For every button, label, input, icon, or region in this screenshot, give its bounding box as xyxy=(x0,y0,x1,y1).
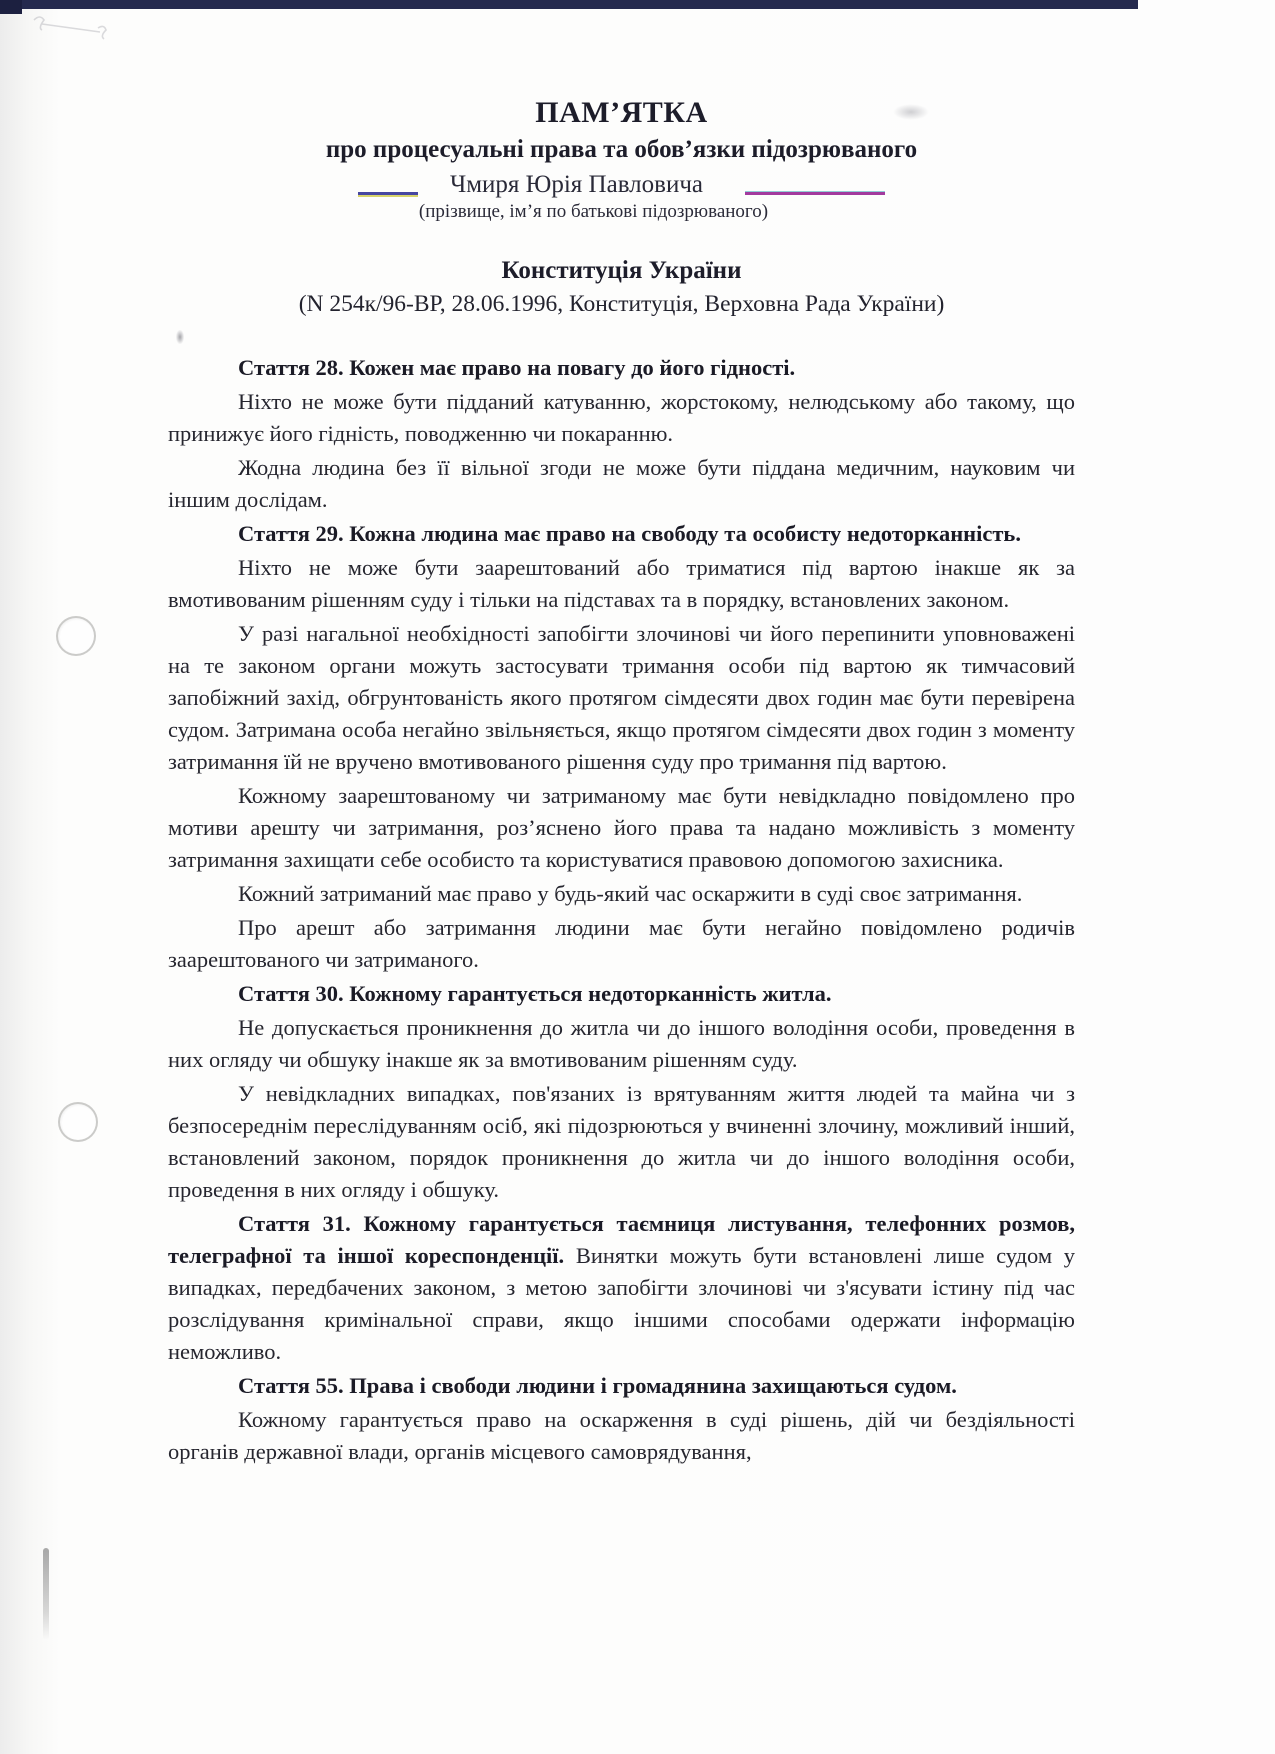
article-paragraph: У невідкладних випадках, пов'язаних із врятуванням життя людей та майна чи з безпосереднім переслідуванням осіб, які підозрюються у вчиненні злочину, можливий інший, встановлений законом, порядок проникнення до житла чи до іншого володіння особи, проведення в них огляду і обшуку. xyxy=(168,1081,1075,1202)
article-paragraph: Жодна людина без її вільної згоди не може бути піддана медичним, науковим чи іншим дослідам. xyxy=(168,455,1075,512)
scan-streak xyxy=(43,1548,49,1640)
name-caption: (прізвище, ім’я по батькові підозрюваного) xyxy=(418,201,769,222)
scan-edge-corner xyxy=(0,0,22,14)
article-heading: Стаття 30. Кожному гарантується недоторканність житла. xyxy=(238,981,832,1006)
name-underline-left xyxy=(358,192,418,195)
article-paragraph: Про арешт або затримання людини має бути негайно повідомлено родичів заарештованого чи затриманого. xyxy=(168,915,1075,972)
article-paragraph: Кожний затриманий має право у будь-який час оскаржити в суді своє затримання. xyxy=(238,881,1023,906)
document-subtitle: про процесуальні права та обов’язки підозрюваного xyxy=(325,136,918,163)
law-header xyxy=(168,257,1075,318)
name-underline-right xyxy=(745,192,885,195)
pencil-squiggle xyxy=(28,10,138,44)
article-paragraph: Ніхто не може бути заарештований або триматися під вартою інакше як за вмотивованим рішенням суду і тільки на підставах та в порядку, встановлених законом. xyxy=(168,555,1075,612)
scan-smudge-small xyxy=(176,330,184,344)
article-heading: Стаття 28. Кожен має право на повагу до його гідності. xyxy=(238,355,796,380)
article-paragraph: Ніхто не може бути підданий катуванню, жорстокому, нелюдському або такому, що принижує його гідність, поводженню чи покаранню. xyxy=(168,389,1075,446)
article-paragraph: Кожному гарантується право на оскарження в суді рішень, дій чи бездіяльності органів державної влади, органів місцевого самоврядування, xyxy=(168,1407,1075,1464)
law-reference: (N 254к/96-ВР, 28.06.1996, Конституція, Верховна Рада України) xyxy=(298,291,945,317)
document-header xyxy=(168,96,1075,318)
suspect-name-row xyxy=(168,168,1075,200)
article-paragraph: Кожному заарештованому чи затриманому має бути невідкладно повідомлено про мотиви арешту чи затримання, роз’яснено його права та надано можливість з моменту затримання захищати себе особисто та користуватися правовою допомогою захисника. xyxy=(168,783,1075,872)
article-heading: Стаття 29. Кожна людина має право на свободу та особисту недоторканність. xyxy=(238,521,1021,546)
scan-edge-bar xyxy=(0,0,1138,9)
article-heading: Стаття 31. Кожному гарантується таємниця листування, телефонних розмов, телеграфної та іншої кореспонденції. xyxy=(168,1211,1075,1268)
punch-hole xyxy=(58,1102,98,1142)
article-heading: Стаття 55. Права і свободи людини і громадянина захищаються судом. xyxy=(238,1373,957,1398)
article-paragraph: Не допускається проникнення до житла чи до іншого володіння особи, проведення в них огляду чи обшуку інакше як за вмотивованим рішенням суду. xyxy=(168,1015,1075,1072)
document-title: ПАМ’ЯТКА xyxy=(535,96,708,129)
punch-hole xyxy=(56,616,96,656)
suspect-name: Чмиря Юрія Павловича xyxy=(449,171,704,198)
law-title: Конституція України xyxy=(501,257,742,284)
article-paragraph: Стаття 31. Кожному гарантується таємниця листування, телефонних розмов, телеграфної та іншої кореспонденції. Винятки можуть бути встановлені лише судом у випадках, передбачених законом, з метою запобігти злочинові чи з'ясувати істину під час розслідування кримінальної справи, якщо іншими способами одержати інформацію неможливо. xyxy=(168,1211,1076,1364)
articles-body xyxy=(168,352,1075,1470)
article-paragraph: У разі нагальної необхідності запобігти злочинові чи його перепинити уповноважені на те законом органи можуть застосувати тримання особи під вартою як тимчасовий запобіжний захід, обгрунтованість якого протягом сімдесяти двох годин має бути перевірена судом. Затримана особа негайно звільняється, якщо протягом сімдесяти двох годин з моменту затримання їй не вручено вмотивованого рішення суду про тримання під вартою. xyxy=(168,621,1075,774)
